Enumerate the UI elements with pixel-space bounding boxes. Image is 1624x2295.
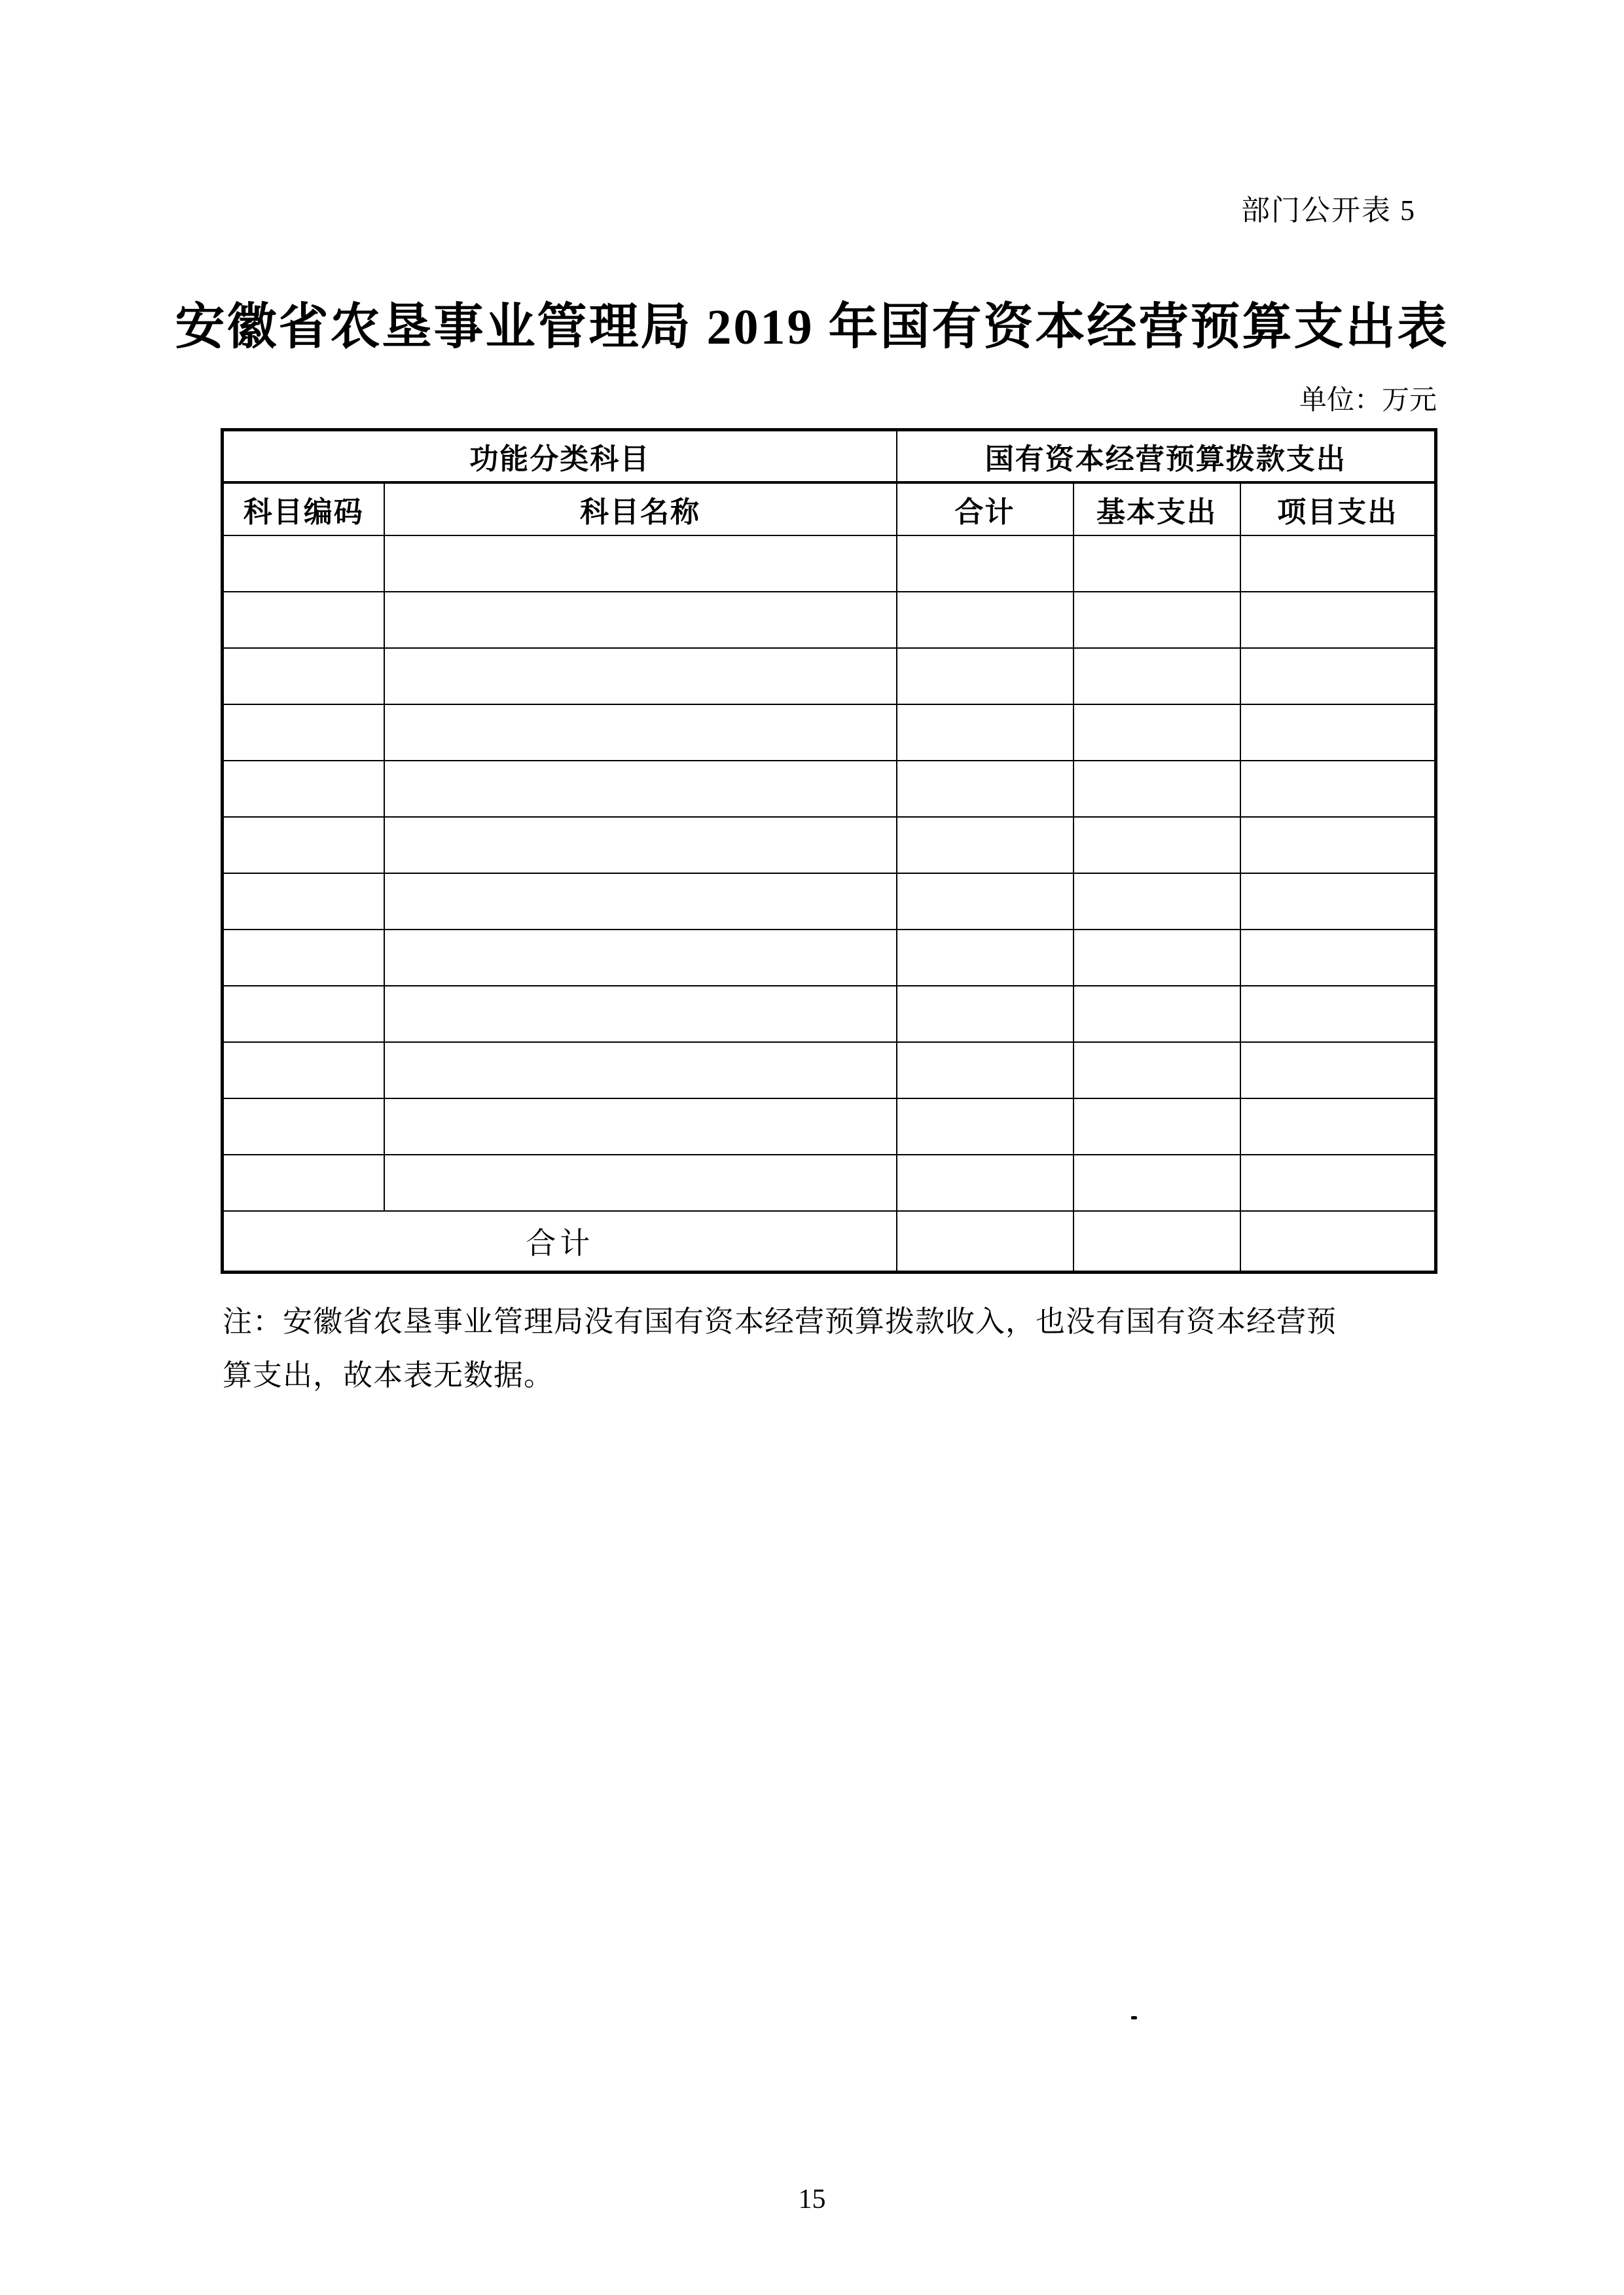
- empty-cell: [1074, 648, 1240, 704]
- empty-cell: [384, 761, 897, 817]
- empty-cell: [897, 592, 1074, 648]
- header-functional-classification: 功能分类科目: [223, 430, 897, 483]
- empty-cell: [1074, 930, 1240, 986]
- table-row: [223, 761, 1436, 817]
- table-row: [223, 1042, 1436, 1098]
- empty-cell: [1074, 761, 1240, 817]
- empty-cell: [897, 1098, 1074, 1155]
- empty-cell: [897, 873, 1074, 930]
- table-row: [223, 592, 1436, 648]
- empty-cell: [384, 1042, 897, 1098]
- corner-table-label: 部门公开表 5: [1241, 194, 1416, 226]
- empty-cell: [1074, 817, 1240, 873]
- empty-cell: [384, 986, 897, 1042]
- footnote: [223, 1295, 1441, 1402]
- column-header-subject-code: 科目编码: [223, 482, 384, 535]
- empty-cell: [1240, 1155, 1436, 1211]
- empty-cell: [1240, 986, 1436, 1042]
- total-row-basic-cell: [1074, 1211, 1240, 1273]
- empty-cell: [897, 1155, 1074, 1211]
- page-title: 安徽省农垦事业管理局 2019 年国有资本经营预算支出表: [175, 300, 1449, 355]
- column-header-subject-name: 科目名称: [384, 482, 897, 535]
- empty-cell: [1240, 761, 1436, 817]
- empty-cell: [897, 1042, 1074, 1098]
- table-row: [223, 986, 1436, 1042]
- empty-cell: [897, 704, 1074, 761]
- empty-cell: [223, 761, 384, 817]
- header-group-row: [223, 430, 1436, 483]
- footnote-line-2: 算支出，故本表无数据。: [223, 1359, 554, 1392]
- empty-cell: [1240, 873, 1436, 930]
- empty-cell: [223, 535, 384, 592]
- empty-cell: [384, 1155, 897, 1211]
- empty-cell: [1074, 1042, 1240, 1098]
- empty-cell: [1240, 1098, 1436, 1155]
- header-state-capital-budget-expenditure: 国有资本经营预算拨款支出: [897, 430, 1436, 483]
- empty-cell: [384, 535, 897, 592]
- empty-cell: [1074, 704, 1240, 761]
- table-row: [223, 535, 1436, 592]
- table-body: [223, 535, 1436, 1211]
- table-row: [223, 1155, 1436, 1211]
- table-row: [223, 704, 1436, 761]
- empty-cell: [384, 930, 897, 986]
- empty-cell: [384, 817, 897, 873]
- empty-cell: [384, 873, 897, 930]
- unit-label: 单位：万元: [1299, 386, 1437, 416]
- empty-cell: [223, 817, 384, 873]
- empty-cell: [223, 1042, 384, 1098]
- empty-cell: [897, 761, 1074, 817]
- empty-cell: [223, 648, 384, 704]
- empty-cell: [1074, 873, 1240, 930]
- empty-cell: [1240, 704, 1436, 761]
- empty-cell: [1074, 592, 1240, 648]
- empty-cell: [223, 873, 384, 930]
- table-row: [223, 648, 1436, 704]
- empty-cell: [1240, 1042, 1436, 1098]
- empty-cell: [384, 648, 897, 704]
- empty-cell: [1074, 1155, 1240, 1211]
- empty-cell: [1240, 592, 1436, 648]
- empty-cell: [384, 1098, 897, 1155]
- column-header-total: 合计: [897, 482, 1074, 535]
- empty-cell: [223, 592, 384, 648]
- empty-cell: [897, 986, 1074, 1042]
- page-number: 15: [798, 2184, 826, 2214]
- empty-cell: [384, 704, 897, 761]
- empty-cell: [223, 986, 384, 1042]
- total-row-project-cell: [1240, 1211, 1436, 1273]
- column-header-project-expenditure: 项目支出: [1240, 482, 1436, 535]
- empty-cell: [384, 592, 897, 648]
- total-row: [223, 1211, 1436, 1273]
- empty-cell: [897, 535, 1074, 592]
- table-row: [223, 817, 1436, 873]
- empty-cell: [223, 1098, 384, 1155]
- empty-cell: [1074, 1098, 1240, 1155]
- empty-cell: [223, 1155, 384, 1211]
- empty-cell: [1240, 930, 1436, 986]
- header-columns-row: [223, 482, 1436, 535]
- table-row: [223, 873, 1436, 930]
- table-row: [223, 1098, 1436, 1155]
- empty-cell: [897, 648, 1074, 704]
- table-row: [223, 930, 1436, 986]
- empty-cell: [1240, 817, 1436, 873]
- empty-cell: [223, 930, 384, 986]
- empty-cell: [897, 930, 1074, 986]
- empty-cell: [1074, 535, 1240, 592]
- budget-expenditure-table: [221, 428, 1437, 1274]
- empty-cell: [223, 704, 384, 761]
- column-header-basic-expenditure: 基本支出: [1074, 482, 1240, 535]
- empty-cell: [897, 817, 1074, 873]
- scan-artifact-dot: [1131, 2016, 1137, 2019]
- empty-cell: [1240, 648, 1436, 704]
- total-row-total-cell: [897, 1211, 1074, 1273]
- footnote-line-1: 注：安徽省农垦事业管理局没有国有资本经营预算拨款收入，也没有国有资本经营预: [223, 1305, 1337, 1338]
- empty-cell: [1240, 535, 1436, 592]
- total-row-label: 合计: [223, 1211, 897, 1273]
- empty-cell: [1074, 986, 1240, 1042]
